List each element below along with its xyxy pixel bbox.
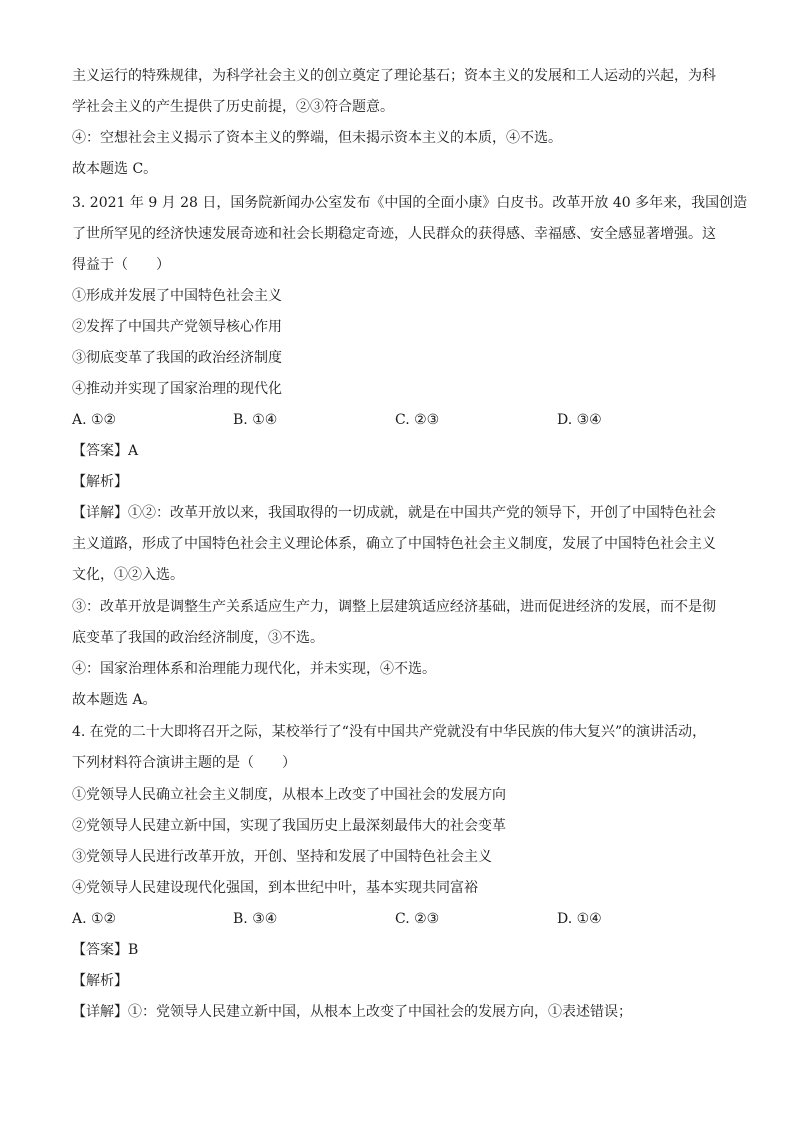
text-line: 主义运行的特殊规律，为科学社会主义的创立奠定了理论基石；资本主义的发展和工人运动的兴起，为科 [72, 68, 716, 84]
analysis-label: 【解析】 [72, 474, 128, 490]
question-4-option-a: A. ①② [72, 911, 117, 927]
question-3-option-d: D. ③④ [557, 412, 602, 428]
question-4-item: ②党领导人民建立新中国，实现了我国历史上最深刻最伟大的社会变革 [72, 818, 506, 834]
text-line: ④：空想社会主义揭示了资本主义的弊端，但未揭示资本主义的本质，④不选。 [72, 130, 562, 146]
question-3-item: ②发挥了中国共产党领导核心作用 [72, 319, 282, 335]
question-3-item: ③彻底变革了我国的政治经济制度 [72, 350, 282, 366]
explanation-line: 文化，①②入选。 [72, 567, 184, 583]
text-line: 学社会主义的产生提供了历史前提，②③符合题意。 [72, 99, 394, 115]
answer-label: 【答案】A [72, 443, 139, 459]
answer-label: 【答案】B [72, 942, 139, 958]
question-4-option-d: D. ①④ [557, 911, 602, 927]
question-3-stem: 得益于（ ） [72, 257, 170, 273]
explanation-line: 【详解】①②：改革开放以来，我国取得的一切成就，就是在中国共产党的领导下，开创了中国特色社会 [72, 505, 716, 521]
question-3-option-a: A. ①② [72, 412, 117, 428]
question-3-option-c: C. ②③ [395, 412, 440, 428]
question-3-option-b: B. ①④ [233, 412, 278, 428]
question-4-item: ③党领导人民进行改革开放，开创、坚持和发展了中国特色社会主义 [72, 849, 492, 865]
question-3-item: ①形成并发展了中国特色社会主义 [72, 288, 282, 304]
explanation-line: ③：改革开放是调整生产关系适应生产力，调整上层建筑适应经济基础，进而促进经济的发展，而不是彻 [72, 599, 716, 615]
question-4-option-c: C. ②③ [395, 911, 440, 927]
explanation-line: 主义道路，形成了中国特色社会主义理论体系，确立了中国特色社会主义制度，发展了中国特色社会主义 [72, 536, 716, 552]
question-4-item: ④党领导人民建设现代化强国，到本世纪中叶，基本实现共同富裕 [72, 880, 478, 896]
text-line: 故本题选 C。 [72, 161, 158, 177]
question-4-stem: 下列材料符合演讲主题的是（ ） [72, 755, 296, 771]
explanation-line: 【详解】①：党领导人民建立新中国，从根本上改变了中国社会的发展方向，①表述错误； [72, 1004, 632, 1020]
question-4-item: ①党领导人民确立社会主义制度，从根本上改变了中国社会的发展方向 [72, 787, 506, 803]
question-4-option-b: B. ③④ [233, 911, 278, 927]
explanation-line: 底变革了我国的政治经济制度，③不选。 [72, 630, 324, 646]
question-3-stem: 了世所罕见的经济快速发展奇迹和社会长期稳定奇迹，人民群众的获得感、幸福感、安全感显著增强。这 [72, 226, 716, 242]
explanation-line: ④：国家治理体系和治理能力现代化，并未实现，④不选。 [72, 661, 436, 677]
question-4-stem: 4. 在党的二十大即将召开之际，某校举行了“没有中国共产党就没有中华民族的伟大复兴”的演讲活动， [72, 724, 707, 740]
question-3-stem: 3. 2021 年 9 月 28 日，国务院新闻办公室发布《中国的全面小康》白皮书。改革开放 40 多年来，我国创造 [72, 195, 748, 211]
conclusion-line: 故本题选 A。 [72, 692, 157, 708]
analysis-label: 【解析】 [72, 973, 128, 989]
question-3-item: ④推动并实现了国家治理的现代化 [72, 381, 282, 397]
